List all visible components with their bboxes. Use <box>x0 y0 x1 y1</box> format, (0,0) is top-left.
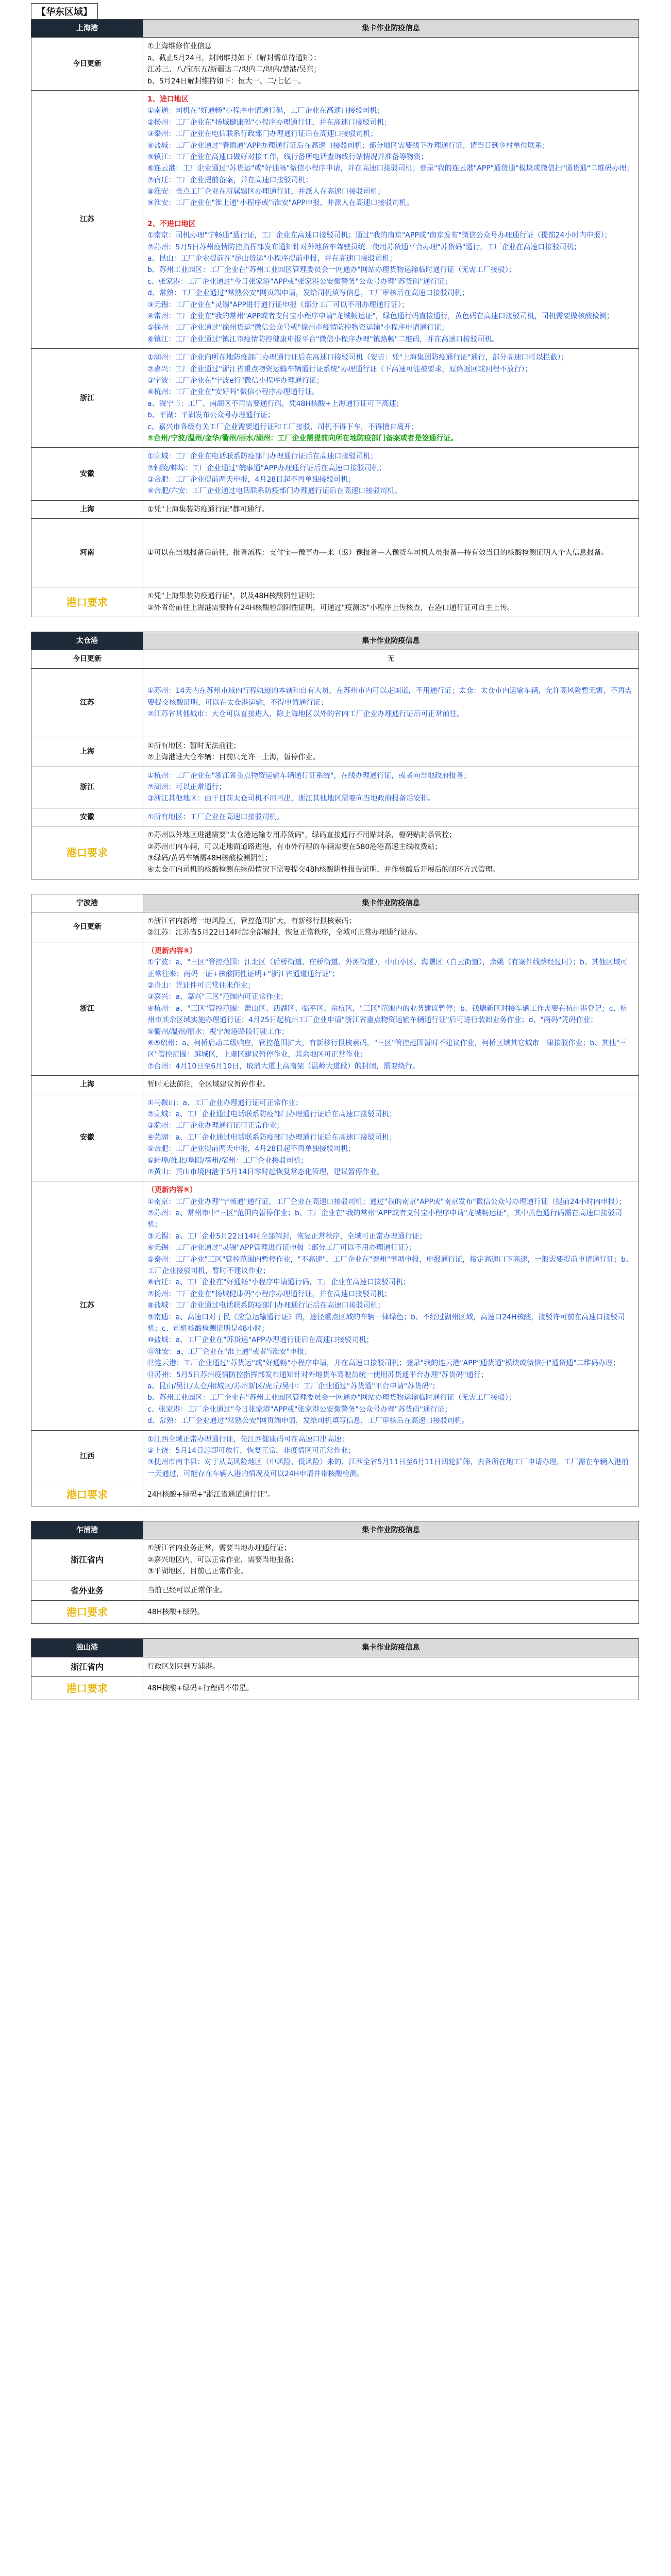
row-content: （更新内容⑤） ①宁波：a、"三区"管控范围：江北区（后桥街道、庄桥街道、外滩街道），中山小区、海曙区（白云街道），余姚（有案件线路经过时）；b、其他区域可正常往来；两码一证+核酸阴性证明+"浙江省通道通行证"； ②舟山：凭证件可正常往来作业； ③嘉兴：a、嘉兴"三区"范围内可正常作业； ④杭州：a、"三区"管控范围：萧山区、西湖区、临平区、余杭区，"三区"范围内的业务建议暂停；b、钱塘新区对接车辆工作需要在杭州港登记；c、杭州市其余区域实施办理通行证：4月25日起杭州工厂企业申请"浙江省重点物资运输车辆通行证"后可进行装卸业务作业；d、"两码"凭码作业； ⑤衢州/温州/丽水：视宁波港路段行驶工作； ⑥⑤绍州：a、柯桥启动二级响应，管控范围扩大，有新移行报核素码，"三区"管控范围暂时不建议作业，柯桥区域其它城市一律接驳作业；b、其他"三区"管控范围：越城区，上虞区建议暂停作业，其余地区可正常作业； ⑦台州：4月10日至6月10日，取消大道上高南架（温岭大道段）的封闭，需要绕行。 <box>143 942 639 1075</box>
row-label: 江西 <box>31 1430 143 1483</box>
row-content: 48H核酸+绿码。 <box>143 1601 639 1624</box>
row-label: 江苏 <box>31 668 143 737</box>
row-label: 今日更新 <box>31 912 143 942</box>
row-content: ①湖州：工厂企业向所在地防疫部门办理通行证后在高速口接驳司机（安吉：凭"上海集团防疫通行证"通行，部分高速口可以拦截）； ②嘉兴：工厂企业通过"浙江省重点物资运输车辆通行证系统"办理通行证（下高速可能被要求，原路返回或回程不放行）； ③宁波：工厂企业在"宁波e行"微信小程序办理通行证； ④杭州：工厂企业在"安好吗"微信小程序办理通行证。 a、海宁市：工厂、南湖区不再需要通行码，凭48H核酸+上海通行证可下高速； b、平湖：平湖发布公众号办理通行证； c、嘉兴市各级有关工厂企业需要通行证和工厂接驳，司机不得下车，不得擅自离开； ⑤台州/宁波/温州/金华/衢州/丽水/湖州：工厂企业需提前向所在地防疫部门备案或者是签通行证。 <box>143 349 639 448</box>
table-header: 集卡作业防疫信息 <box>143 1639 639 1657</box>
row-content: ①上海维修作业信息 a、截止5月24日，封闭维持如下（解封需单待通知）： 江苏三、八/宝东五/新疆达二/坝内二/坝内/楚港/吴东； b、5月24日解封维持如下：恒大一、二/七亿一。 <box>143 38 639 91</box>
port-name: 太仓港 <box>31 632 143 650</box>
row-label: 港口要求 <box>31 826 143 879</box>
row-label: 港口要求 <box>31 1601 143 1624</box>
row-content: ①浙江省内业务正常，需要当地办理通行证； ②嘉兴地区内，可以正常作业，需要当地报备； ③平湖地区，目前已正常作业。 <box>143 1539 639 1581</box>
row-label: 省外业务 <box>31 1581 143 1601</box>
ningbo-port-table <box>31 894 639 1506</box>
row-label: 浙江 <box>31 942 143 1075</box>
table-header: 集卡作业防疫信息 <box>143 894 639 912</box>
row-content: ①凭"上海集装防疫通行证"，以及48H核酸阴性证明； ②外省份前往上海港需要持有24H核酸检测阴性证明，可通过"疫测达"小程序上传核查，在港口通行证可自主上传。 <box>143 587 639 617</box>
row-content: ①苏州：14天内在苏州市域内行程轨迹的本辖和自有人员，在苏州市内可以走国道，不用通行证；太仓：太仓市内运输车辆，允许高风险暂无害，不再需要提交核酸证明，可以在太仓港运输，不得申请通行证； ②江苏省其他城市：大仓可以直接进入，除上海地区以外的省内工厂企业办理通行证后可正常前往。 <box>143 668 639 737</box>
shanghai-port-table <box>31 19 639 617</box>
row-label: 安徽 <box>31 448 143 501</box>
port-name: 独山港 <box>31 1639 143 1657</box>
row-content: 当前已经可以正常作业。 <box>143 1581 639 1601</box>
row-label: 浙江 <box>31 349 143 448</box>
row-content: （更新内容⑤） ①南京：工厂企业办理"宁畅通"通行证，工厂企业在高速口接驳司机；通过"我的南京"APP或"南京发布"微信公众号办理通行证（提前24小时内申报）； ②苏州：a、常州市中"三区"范围内暂停作业；b、工厂企业在"我的常州"APP或者支付宝小程序申请"龙城畅运证"，其中黄色通行码需在高速口接驳司机； ③无锡：a、工厂企业5月22日14时全部解封，恢复正常秩序，全域可正常办理通行证； ④无锡：工厂企业通过"灵锡"APP管理进行证申报（部分工厂可以不用办理通行证）； ⑤泰州：工厂企业"三区"管控范围内暂停作业，"不高速"，工厂企业在"泰州"事项申报，申报通行证，指定高速口下高速，一般需要提前申请通行证；b、工厂企业接驳司机，暂时不建议作业； ⑥宿迁：a、工厂企业在"好通畅"小程序申请通行码，工厂企业在高速口接驳司机； ⑦扬州：工厂企业在"扬城健康码"小程序办理通行证，并在高速口接驳司机； ⑧盐城：工厂企业通过电话联系防疫部门办理通行证后在高速口接驳司机； ⑨南通：a、高速口对于民《应急运输通行证》的，途径重点区域的车辆一律绿色；b、不经过湖州区域，高速口24H核酸，接驳许可前在高速口接驳司机；c、司机核酸检测证明是48小时； ⑩盐城：a、工厂企业在"苏货运"APP办理通行证后在高速口接驳司机； ⑪淮安：a、工厂企业在"淮上通"或者"i淮安"申报； ⑫连云港：工厂企业通过"苏货运"或"好通畅"小程序申请，并在高速口接驳司机；登录"我的连云港"APP"通货通"模块或微信扫"通货通"二维码办理； ⑬苏州：5月5日苏州疫情防控指挥部发布通知针对外地货车驾驶员统一使用苏货通平台办理"苏货码"通行； a、昆山/吴江/太仓/相城区/苏州新区/虎丘/吴中：工厂企业通过"苏货通"平台申请"苏货码"； b、苏州工业园区：工厂企业在"苏州工业园区管理委员会一网通办"网站办理货物运输临时通行证（无需工厂接驳）； c、张家港：工厂企业通过"今日张家港"APP或"张家港公安微警务"公众号办理"苏货码"通行证； d、常熟：工厂企业通过"常熟公安"网页端申请，发给司机填写信息，工厂审核后在高速口接驳司机。 <box>143 1181 639 1430</box>
row-label: 上海 <box>31 737 143 767</box>
row-content: ①杭州：工厂企业在"浙江省重点物资运输车辆通行证系统"，在线办理通行证，或者向当地政府报备； ②湖州：可以正常通行； ③浙江其他地区：由于目前太仓司机不用再出，浙江其他地区需要向当地政府报备后安排。 <box>143 767 639 808</box>
region-label: 【华东区域】 <box>31 3 98 19</box>
row-content: 1、进口地区 ①南通：司机在"好通畅"小程序申请通行码，工厂企业在高速口接驳司机； ②扬州：工厂企业在"扬城健康码"小程序办理通行证，并在高速口接驳司机； ③泰州：工厂企业在电信联系行政部门办理通行证后在高速口接驳司机； ④盐城：工厂企业通过"春雨通"APP办理通行证后在高速口接驳司机；部分地区需要线下办理通行证，请当日到乡村单位联系； ⑤镇江：工厂企业在高速口做好对接工作，线行备所电话查询线行站情况并准备等物资； ⑥连云港：工厂企业通过"苏货运"或"好通畅"微信小程序申请，并在高速口接驳司机；登录"我的连云港"APP"通货通"模块或微信扫"通货通"二维码办理； ⑦宿迁：工厂企业提前备案，并在高速口接驳司机； ⑧淮安：贵点工厂企业在所属辖区办理通行证，并派人在高速口接驳司机； ⑨淮安：工厂企业在"淮上通"小程序或"i淮安"APP申报，并派人在高速口接驳司机。 2、不进口地区 ①南京：司机办理"宁畅通"通行证，工厂企业在高速口接驳司机；通过"我的南京"APP或"南京发布"微信公众号办理通行证（提前24小时内申报）； ②苏州：5月5日苏州疫情防控指挥部发布通知针对外地货车驾驶员统一使用苏货通平台办理"苏货码"通行，工厂企业在高速口接驳司机； a、昆山：工厂企业提前在"昆山货运"小程序提前申报，并在高速口接驳司机； b、苏州工业园区：工厂企业在"苏州工业园区管理委员会一网通办"网站办理货物运输临时通行证（无需工厂接驳）； c、张家港：工厂企业通过"今日张家港"APP或"张家港公安微警务"公众号办理"苏货码"通行证； d、常熟：工厂企业通过"常熟公安"网页端申请，发给司机填写信息，工厂审核后在高速口接驳司机； ③无锡：工厂企业在"灵锡"APP进行通行证申报（部分工厂可以不用办理通行证）； ④常州：工厂企业在"我的常州"APP或者支付宝小程序申请"龙城畅运证"，绿色通行码直接通行，黄色码在高速口接驳司机，司机需要做核酸检测； ⑤徐州：工厂企业通过"徐州货运"微信公众号或"徐州市疫情防控物资运输"小程序申请通行证； ⑥镇江：工厂企业通过"镇江市疫情防控健康申报平台"微信小程序办理"镇路畅"二维码，并在高速口接驳司机。 <box>143 90 639 348</box>
taicang-port-table <box>31 632 639 879</box>
row-content: ①所有地区：暂时无法前往； ②上海港进大仓车辆：目前只允许一上海，暂停作业。 <box>143 737 639 767</box>
row-label: 安徽 <box>31 1094 143 1181</box>
row-label: 浙江省内 <box>31 1657 143 1677</box>
zhapu-port-table <box>31 1521 639 1624</box>
row-content: ①凭"上海集装防疫通行证"都可通行。 <box>143 500 639 518</box>
row-label: 浙江 <box>31 767 143 808</box>
row-label: 港口要求 <box>31 1483 143 1506</box>
row-label: 江苏 <box>31 90 143 348</box>
table-header: 集卡作业防疫信息 <box>143 1521 639 1539</box>
row-content: ①江西全域正常办理通行证，先江西健康码可在高速口出高速； ②上饶：5月14日起即可放行，恢复正常，非疫情区可正常作业； ③抚州市南丰县：对于从高风险地区（中风险、低风险）来的，江西全省5月11日至6月11日四轮扩筛，去各所在地工厂申请办理，工厂需在车辆入港前一天通过，可能存在车辆入港的情况及可以24H申请并带核酸检测。 <box>143 1430 639 1483</box>
row-label: 江苏 <box>31 1181 143 1430</box>
row-content: ①苏州以外地区进港需要"太仓港运输专用苏货码"，绿码直接通行不用贴封条，橙码贴封条管控； ②苏州市内车辆，可以走地面道路进港，有市外行程的车辆需要在580港港高速主线收费站； ③绿码/黄码车辆需48H核酸检测阴性； ④太仓市内司机的核酸检测在绿码情况下需要提交48h核酸阴性报告证明，并作核酸后开展后的闭环方式管理。 <box>143 826 639 879</box>
row-content: 48H核酸+绿码+行程码不带星。 <box>143 1677 639 1700</box>
row-content: ①可以在当地报备后前往，报备流程：支付宝—豫事办—来（返）豫报备—入豫货车司机人员报备—持有效当日的核酸检测证明入个人信息报备。 <box>143 519 639 587</box>
row-content: ①所有地区：工厂企业在高速口接驳司机。 <box>143 808 639 826</box>
port-name: 宁波港 <box>31 894 143 912</box>
row-label: 上海 <box>31 1076 143 1094</box>
row-content: 无 <box>143 650 639 668</box>
row-content: 24H核酸+绿码+"浙江省通道通行证"。 <box>143 1483 639 1506</box>
row-label: 安徽 <box>31 808 143 826</box>
row-label: 港口要求 <box>31 1677 143 1700</box>
dushan-port-table <box>31 1638 639 1700</box>
port-name: 上海港 <box>31 20 143 38</box>
row-content: ①马鞍山：a、工厂企业办理通行证可正常作业； ②宣城：a、工厂企业通过电话联系防疫部门办理通行证后在高速口接驳司机； ③滁州：工厂企业办理通行证可正常作业； ④芜湖：a、工厂企业通过电话联系防疫部门办理通行证后在高速口接驳司机； ⑤合肥：工厂企业提前两天申报，4月28日起不再单独接驳司机； ⑥蚌埠/淮北/阜阳/亳州/宿州：工厂企业接驳司机； ⑦黄山：黄山市境内港于5月14日零时起恢复常态化管理，建议暂停作业。 <box>143 1094 639 1181</box>
row-label: 港口要求 <box>31 587 143 617</box>
table-header: 集卡作业防疫信息 <box>143 632 639 650</box>
port-name: 乍浦港 <box>31 1521 143 1539</box>
row-content: ①宣城：工厂企业在电话联系防疫部门办理通行证后在高速口接驳司机； ②铜陵/蚌埠：工厂企业通过"皖事通"APP办理通行证后在高速口接驳司机； ③合肥：工厂企业提前两天申报，4月28日起不再单独接驳司机； ④合肥/六安：工厂企业通过电话联系防疫部门办理通行证后在高速口接驳司机。 <box>143 448 639 501</box>
row-content: 行政区划只到万浦港。 <box>143 1657 639 1677</box>
row-content: 暂时无法前往，全区域建议暂停作业。 <box>143 1076 639 1094</box>
table-header: 集卡作业防疫信息 <box>143 20 639 38</box>
row-label: 今日更新 <box>31 650 143 668</box>
row-label: 浙江省内 <box>31 1539 143 1581</box>
row-label: 上海 <box>31 500 143 518</box>
row-content: ①浙江省内新增一地风险区，管控范围扩大，有新移行报核素码； ②江苏：江苏省5月22日14时起全部解封，恢复正常秩序，全域可正常办理通行证办。 <box>143 912 639 942</box>
row-label: 河南 <box>31 519 143 587</box>
row-label: 今日更新 <box>31 38 143 91</box>
